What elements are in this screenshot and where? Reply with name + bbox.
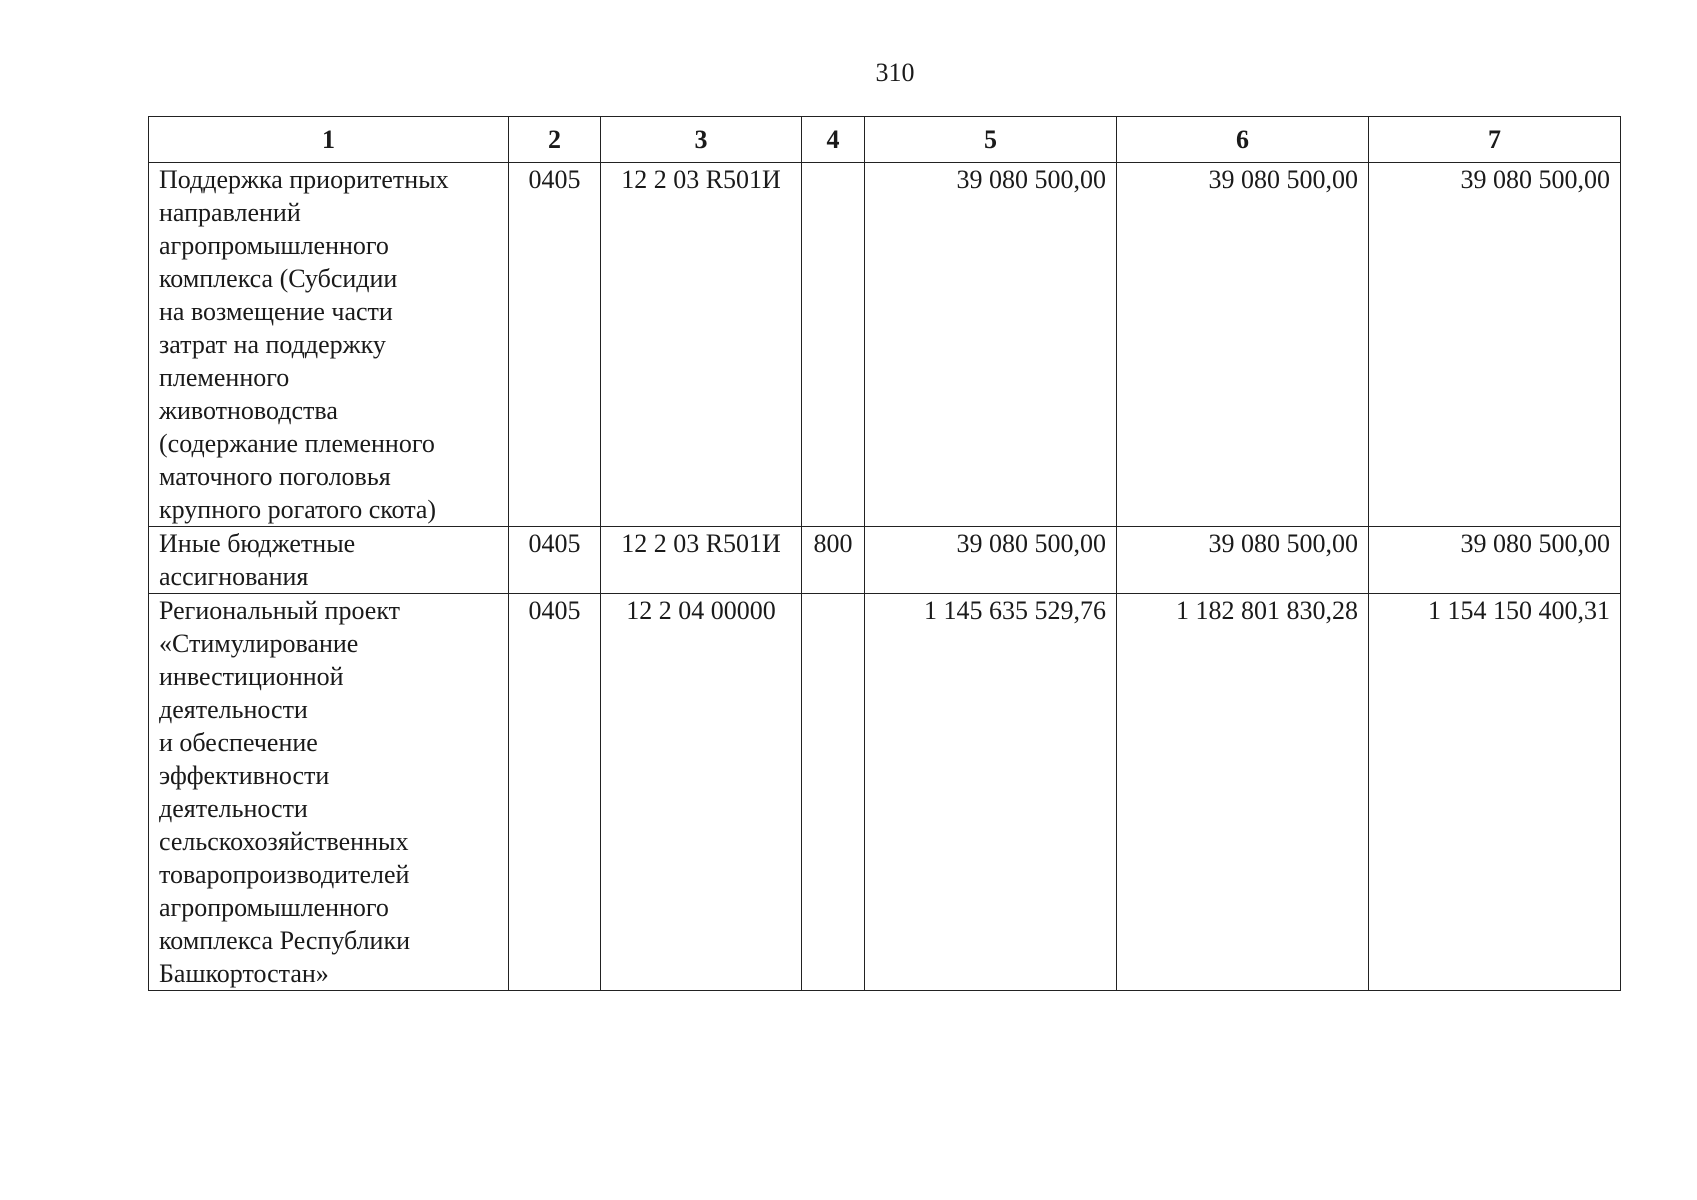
row-name-cell [149, 163, 509, 527]
expense-type-code: 800 [802, 527, 865, 594]
section-code: 0405 [509, 594, 601, 991]
column-header: 1 [149, 117, 509, 163]
target-article-code: 12 2 04 00000 [601, 594, 802, 991]
table-header-row [149, 117, 1621, 163]
column-header: 2 [509, 117, 601, 163]
budget-table [148, 116, 1621, 991]
amount-year-2: 39 080 500,00 [1117, 527, 1369, 594]
row-name: Поддержка приоритетных направлений агропромышленного комплекса (Субсидии на возмещение части затрат на поддержку племенного животноводства (содержание племенного маточного поголовья крупного рогатого скота) [159, 165, 449, 524]
amount-year-1: 39 080 500,00 [865, 163, 1117, 527]
row-name-cell [149, 594, 509, 991]
table-row [149, 163, 1621, 527]
page-number: 310 [875, 58, 915, 87]
column-header: 7 [1369, 117, 1621, 163]
section-code: 0405 [509, 527, 601, 594]
amount-year-3: 39 080 500,00 [1369, 163, 1621, 527]
column-header: 4 [802, 117, 865, 163]
column-header: 5 [865, 117, 1117, 163]
row-name: Иные бюджетные ассигнования [159, 529, 356, 591]
column-header: 6 [1117, 117, 1369, 163]
row-name: Региональный проект «Стимулирование инвестиционной деятельности и обеспечение эффективности деятельности сельскохозяйственных товаропроизводителей агропромышленного комплекса Республики Башкортостан» [159, 596, 411, 988]
table-row [149, 594, 1621, 991]
amount-year-3: 39 080 500,00 [1369, 527, 1621, 594]
row-name-cell [149, 527, 509, 594]
target-article-code: 12 2 03 R501И [601, 163, 802, 527]
amount-year-1: 39 080 500,00 [865, 527, 1117, 594]
amount-year-2: 39 080 500,00 [1117, 163, 1369, 527]
amount-year-1: 1 145 635 529,76 [865, 594, 1117, 991]
target-article-code: 12 2 03 R501И [601, 527, 802, 594]
amount-year-3: 1 154 150 400,31 [1369, 594, 1621, 991]
column-header: 3 [601, 117, 802, 163]
expense-type-code [802, 163, 865, 527]
table-row [149, 527, 1621, 594]
section-code: 0405 [509, 163, 601, 527]
amount-year-2: 1 182 801 830,28 [1117, 594, 1369, 991]
expense-type-code [802, 594, 865, 991]
